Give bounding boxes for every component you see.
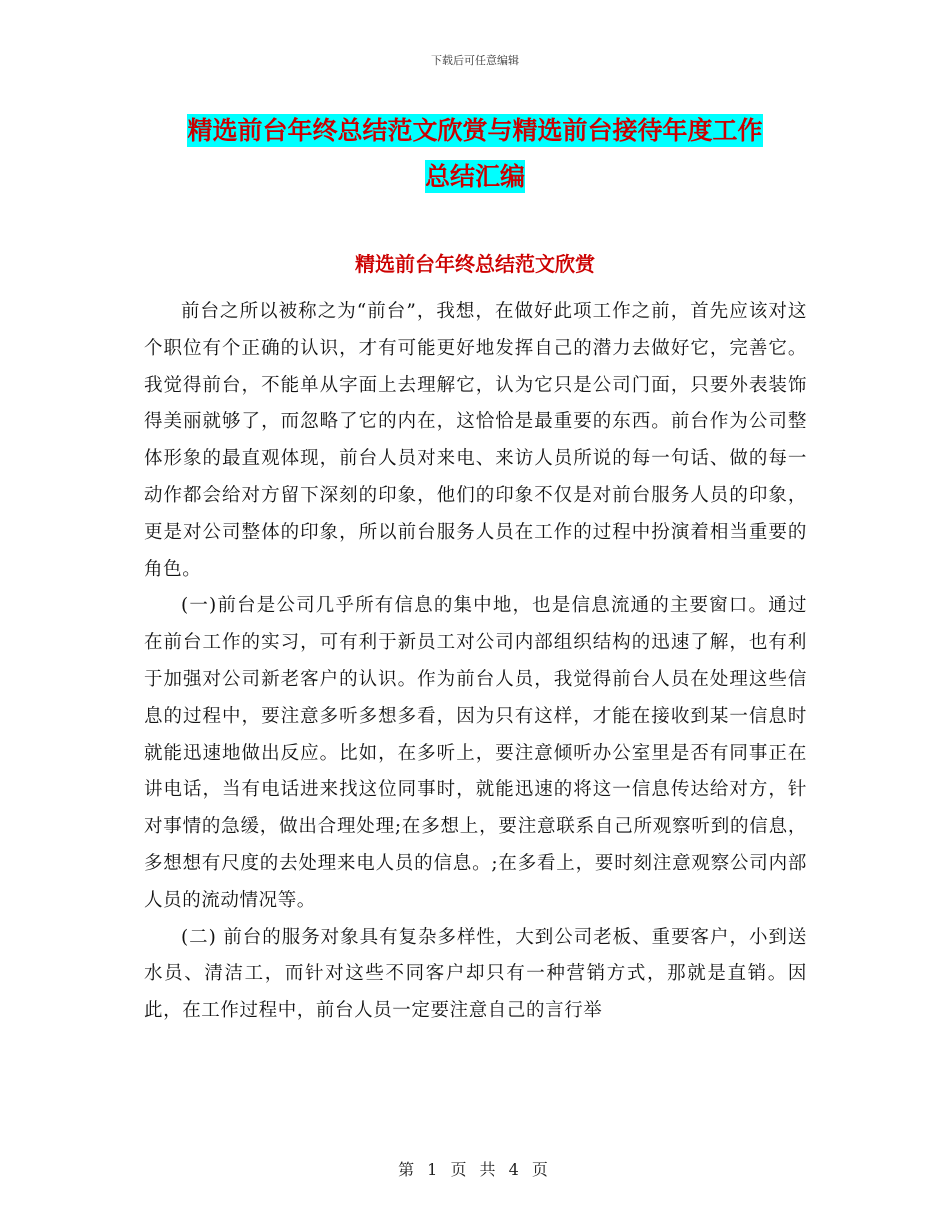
paragraph-3: (二) 前台的服务对象具有复杂多样性，大到公司老板、重要客户，小到送水员、清洁工，而针对这些不同客户却只有一种营销方式，那就是直销。因此，在工作过程中，前台人员一定要注意自己的言行举 bbox=[144, 926, 807, 1022]
section-heading: 精选前台年终总结范文欣赏 bbox=[355, 252, 595, 276]
paragraph-2: (一)前台是公司几乎所有信息的集中地，也是信息流通的主要窗口。通过在前台工作的实习，可有利于新员工对公司内部组织结构的迅速了解，也有利于加强对公司新老客户的认识。作为前台人员，我觉得前台人员在处理这些信息的过程中，要注意多听多想多看，因为只有这样，才能在接收到某一信息时就能迅速地做出反应。比如，在多听上，要注意倾听办公室里是否有同事正在讲电话，当有电话进来找这位同事时，就能迅速的将这一信息传达给对方，针对事情的急缓，做出合理处理;在多想上，要注意联系自己所观察听到的信息，多想想有尺度的去处理来电人员的信息。;在多看上，要时刻注意观察公司内部人员的流动情况等。 bbox=[144, 595, 807, 911]
paragraph-1: 前台之所以被称之为“前台”，我想，在做好此项工作之前，首先应该对这个职位有个正确的认识，才有可能更好地发挥自己的潜力去做好它，完善它。我觉得前台，不能单从字面上去理解它，认为它只是公司门面，只要外表装饰得美丽就够了，而忽略了它的内在，这恰恰是最重要的东西。前台作为公司整体形象的最直观体现，前台人员对来电、来访人员所说的每一句话、做的每一动作都会给对方留下深刻的印象，他们的印象不仅是对前台服务人员的印象，更是对公司整体的印象，所以前台服务人员在工作的过程中扮演着相当重要的角色。 bbox=[144, 301, 807, 580]
page-footer-number: 第 1 页 共 4 页 bbox=[398, 1160, 552, 1179]
page-header-note: 下载后可任意编辑 bbox=[431, 54, 519, 67]
document-title-line-2: 总结汇编 bbox=[424, 162, 525, 191]
document-title bbox=[0, 108, 950, 200]
document-title-line-1: 精选前台年终总结范文欣赏与精选前台接待年度工作 bbox=[187, 116, 763, 145]
body-text bbox=[144, 294, 807, 1030]
